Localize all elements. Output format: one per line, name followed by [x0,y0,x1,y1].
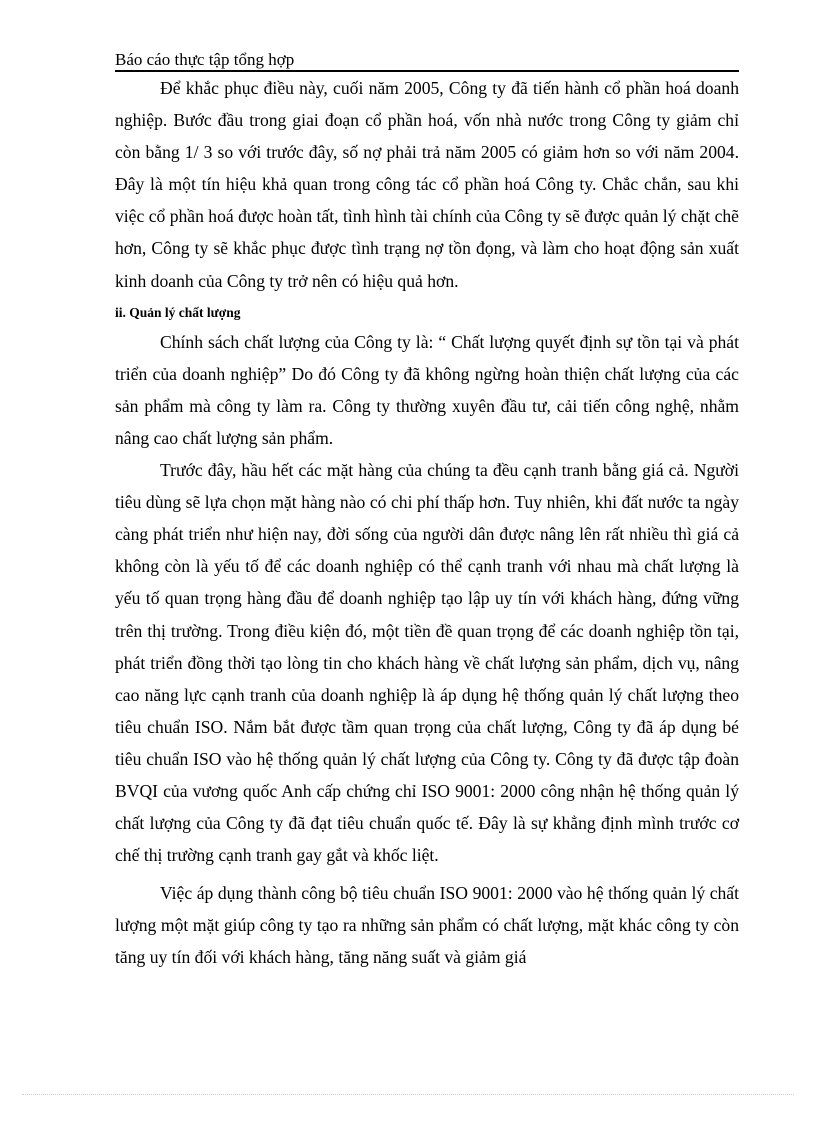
paragraph-4: Việc áp dụng thành công bộ tiêu chuẩn ISO 9001: 2000 vào hệ thống quản lý chất lượng một mặt giúp công ty tạo ra những sản phẩm có chất lượng, mặt khác công ty còn tăng uy tín đối với khách hàng, tăng năng suất và giảm giá [115,883,739,968]
page-header [115,50,739,72]
paragraph-3: Trước đây, hầu hết các mặt hàng của chúng ta đều cạnh tranh bằng giá cả. Người tiêu dùng sẽ lựa chọn mặt hàng nào có chi phí thấp hơn. Tuy nhiên, khi đất nước ta ngày càng phát triển như hiện nay, đời sống của người dân được nâng lên rất nhiều thì giá cả không còn là yếu tố để các doanh nghiệp có thể cạnh tranh với nhau mà chất lượng là yếu tố quan trọng hàng đầu để doanh nghiệp tạo lập uy tín với khách hàng, đứng vững trên thị trường. Trong điều kiện đó, một tiền đề quan trọng để các doanh nghiệp tồn tại, phát triển đồng thời tạo lòng tin cho khách hàng về chất lượng sản phẩm, dịch vụ, nâng cao năng lực cạnh tranh của doanh nghiệp là áp dụng hệ thống quản lý chất lượng theo tiêu chuẩn ISO. Nắm bắt được tầm quan trọng của chất lượng, Công ty đã áp dụng bé tiêu chuẩn ISO vào hệ thống quản lý chất lượng của Công ty. Công ty đã được tập đoàn BVQI của vương quốc Anh cấp chứng chỉ ISO 9001: 2000 công nhận hệ thống quản lý chất lượng của Công ty đã đạt tiêu chuẩn quốc tế. Đây là sự khẳng định mình trước cơ chế thị trường cạnh tranh gay gắt và khốc liệt. [115,460,739,866]
header-title: Báo cáo thực tập tổng hợp [115,50,295,69]
paragraph-2: Chính sách chất lượng của Công ty là: “ Chất lượng quyết định sự tồn tại và phát triển của doanh nghiệp” Do đó Công ty đã không ngừng hoàn thiện chất lượng của các sản phẩm mà công ty làm ra. Công ty thường xuyên đầu tư, cải tiến công nghệ, nhằm nâng cao chất lượng sản phẩm. [115,331,739,448]
page-bottom-divider [22,1094,794,1095]
paragraph-1: Để khắc phục điều này, cuối năm 2005, Công ty đã tiến hành cổ phần hoá doanh nghiệp. Bước đầu trong giai đoạn cổ phần hoá, vốn nhà nước trong Công ty giảm chỉ còn bằng 1/ 3 so với trước đây, số nợ phải trả năm 2005 có giảm hơn so với năm 2004. Đây là một tín hiệu khả quan trong công tác cổ phần hoá Công ty. Chắc chắn, sau khi việc cổ phần hoá được hoàn tất, tình hình tài chính của Công ty sẽ được quản lý chặt chẽ hơn, Công ty sẽ khắc phục được tình trạng nợ tồn đọng, và làm cho hoạt động sản xuất kinh doanh của Công ty trở nên có hiệu quả hơn. [115,78,739,291]
document-body [115,72,739,974]
section-heading: ii. Quản lý chất lượng [115,304,241,320]
